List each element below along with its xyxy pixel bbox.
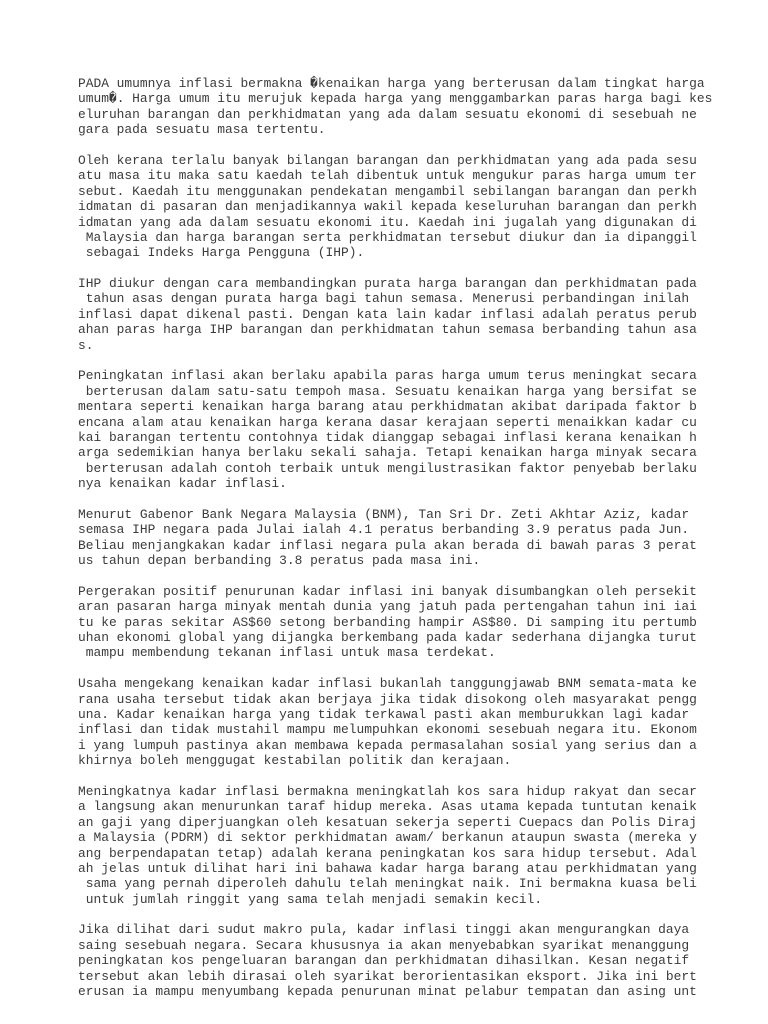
text-line: semasa IHP negara pada Julai ialah 4.1 peratus berbanding 3.9 peratus pada Jun. xyxy=(78,522,690,538)
text-line: kai barangan tertentu contohnya tidak dianggap sebagai inflasi kerana kenaikan h xyxy=(78,429,697,445)
paragraph xyxy=(78,784,768,907)
paragraph xyxy=(78,368,768,491)
paragraph xyxy=(78,507,768,569)
text-line: nya kenaikan kadar inflasi. xyxy=(78,476,287,492)
text-line: Peningkatan inflasi akan berlaku apabila paras harga umum terus meningkat secara xyxy=(78,368,697,384)
paragraph xyxy=(78,584,768,661)
text-line: idmatan yang ada dalam sesuatu ekonomi itu. Kaedah ini jugalah yang digunakan di xyxy=(78,214,697,230)
text-line: s. xyxy=(78,337,94,353)
text-line: umum�. Harga umum itu merujuk kepada harga yang menggambarkan paras harga bagi kes xyxy=(78,91,713,107)
text-line: untuk jumlah ringgit yang sama telah menjadi semakin kecil. xyxy=(78,891,543,907)
text-line: khirnya boleh menggugat kestabilan politik dan kerajaan. xyxy=(78,753,512,769)
text-line: ah jelas untuk dilihat hari ini bahawa kadar harga barang atau perkhidmatan yang xyxy=(78,860,697,876)
paragraph xyxy=(78,922,768,999)
text-line: a langsung akan menurunkan taraf hidup mereka. Asas utama kepada tuntutan kenaik xyxy=(78,799,697,815)
text-line: tahun asas dengan purata harga bagi tahun semasa. Menerusi perbandingan inilah xyxy=(78,291,690,307)
text-line: Oleh kerana terlalu banyak bilangan barangan dan perkhidmatan yang ada pada sesu xyxy=(78,152,697,168)
text-line: Malaysia dan harga barangan serta perkhidmatan tersebut diukur dan ia dipanggil xyxy=(78,229,697,245)
text-line: Menurut Gabenor Bank Negara Malaysia (BNM), Tan Sri Dr. Zeti Akhtar Aziz, kadar xyxy=(78,506,690,522)
text-line: erusan ia mampu menyumbang kepada penurunan minat pelabur tempatan dan asing unt xyxy=(78,984,697,1000)
text-line: idmatan di pasaran dan menjadikannya wakil kepada keseluruhan barangan dan perkh xyxy=(78,199,697,215)
text-line: tersebut akan lebih dirasai oleh syarikat berorientasikan eksport. Jika ini bert xyxy=(78,968,697,984)
text-line: rana usaha tersebut tidak akan berjaya jika tidak disokong oleh masyarakat pengg xyxy=(78,691,697,707)
text-line: atu masa itu maka satu kaedah telah dibentuk untuk mengukur paras harga umum ter xyxy=(78,168,697,184)
paragraph xyxy=(78,276,768,353)
text-line: IHP diukur dengan cara membandingkan purata harga barangan dan perkhidmatan pada xyxy=(78,276,697,292)
document-body xyxy=(78,76,768,1015)
text-line: Usaha mengekang kenaikan kadar inflasi bukanlah tanggungjawab BNM semata-mata ke xyxy=(78,676,697,692)
text-line: us tahun depan berbanding 3.8 peratus pada masa ini. xyxy=(78,553,481,569)
text-line: PADA umumnya inflasi bermakna �kenaikan harga yang berterusan dalam tingkat harga xyxy=(78,76,705,91)
text-line: berterusan adalah contoh terbaik untuk mengilustrasikan faktor penyebab berlaku xyxy=(78,460,697,476)
text-line: Pergerakan positif penurunan kadar inflasi ini banyak disumbangkan oleh persekit xyxy=(78,583,697,599)
paragraph xyxy=(78,153,768,261)
text-line: aran pasaran harga minyak mentah dunia yang jatuh pada pertengahan tahun ini iai xyxy=(78,599,697,615)
text-line: arga sedemikian hanya berlaku sekali sahaja. Tetapi kenaikan harga minyak secara xyxy=(78,445,697,461)
text-line: Meningkatnya kadar inflasi bermakna meningkatlah kos sara hidup rakyat dan secar xyxy=(78,783,697,799)
text-line: una. Kadar kenaikan harga yang tidak terkawal pasti akan memburukkan lagi kadar xyxy=(78,707,690,723)
text-line: peningkatan kos pengeluaran barangan dan perkhidmatan dihasilkan. Kesan negatif xyxy=(78,953,690,969)
text-line: tu ke paras sekitar AS$60 setong berbanding hampir AS$80. Di samping itu pertumb xyxy=(78,614,697,630)
text-line: mentara seperti kenaikan harga barang atau perkhidmatan akibat daripada faktor b xyxy=(78,399,697,415)
paragraph xyxy=(78,76,768,138)
text-line: inflasi dan tidak mustahil mampu melumpuhkan ekonomi sesebuah negara itu. Ekonom xyxy=(78,722,697,738)
text-line: ahan paras harga IHP barangan dan perkhidmatan tahun semasa berbanding tahun asa xyxy=(78,322,697,338)
text-line: sama yang pernah diperoleh dahulu telah meningkat naik. Ini bermakna kuasa beli xyxy=(78,876,697,892)
text-line: an gaji yang diperjuangkan oleh kesatuan sekerja seperti Cuepacs dan Polis Diraj xyxy=(78,814,697,830)
text-line: i yang lumpuh pastinya akan membawa kepada permasalahan sosial yang serius dan a xyxy=(78,737,697,753)
text-line: sebut. Kaedah itu menggunakan pendekatan mengambil sebilangan barangan dan perkh xyxy=(78,183,697,199)
text-line: ang berpendapatan tetap) adalah kerana peningkatan kos sara hidup tersebut. Adal xyxy=(78,845,697,861)
text-line: gara pada sesuatu masa tertentu. xyxy=(78,122,326,138)
text-line: saing sesebuah negara. Secara khususnya ia akan menyebabkan syarikat menanggung xyxy=(78,937,690,953)
text-line: mampu membendung tekanan inflasi untuk masa terdekat. xyxy=(78,645,496,661)
text-line: sebagai Indeks Harga Pengguna (IHP). xyxy=(78,245,365,261)
text-line: eluruhan barangan dan perkhidmatan yang ada dalam sesuatu ekonomi di sesebuah ne xyxy=(78,106,697,122)
text-line: Beliau menjangkakan kadar inflasi negara pula akan berada di bawah paras 3 perat xyxy=(78,537,697,553)
text-line: berterusan dalam satu-satu tempoh masa. Sesuatu kenaikan harga yang bersifat se xyxy=(78,383,697,399)
paragraph xyxy=(78,676,768,768)
text-line: a Malaysia (PDRM) di sektor perkhidmatan awam/ berkanun ataupun swasta (mereka y xyxy=(78,830,697,846)
text-line: uhan ekonomi global yang dijangka berkembang pada kadar sederhana dijangka turut xyxy=(78,630,697,646)
text-line: inflasi dapat dikenal pasti. Dengan kata lain kadar inflasi adalah peratus perub xyxy=(78,306,697,322)
text-line: Jika dilihat dari sudut makro pula, kadar inflasi tinggi akan mengurangkan daya xyxy=(78,922,690,938)
text-line: encana alam atau kenaikan harga kerana dasar kerajaan seperti menaikkan kadar cu xyxy=(78,414,697,430)
